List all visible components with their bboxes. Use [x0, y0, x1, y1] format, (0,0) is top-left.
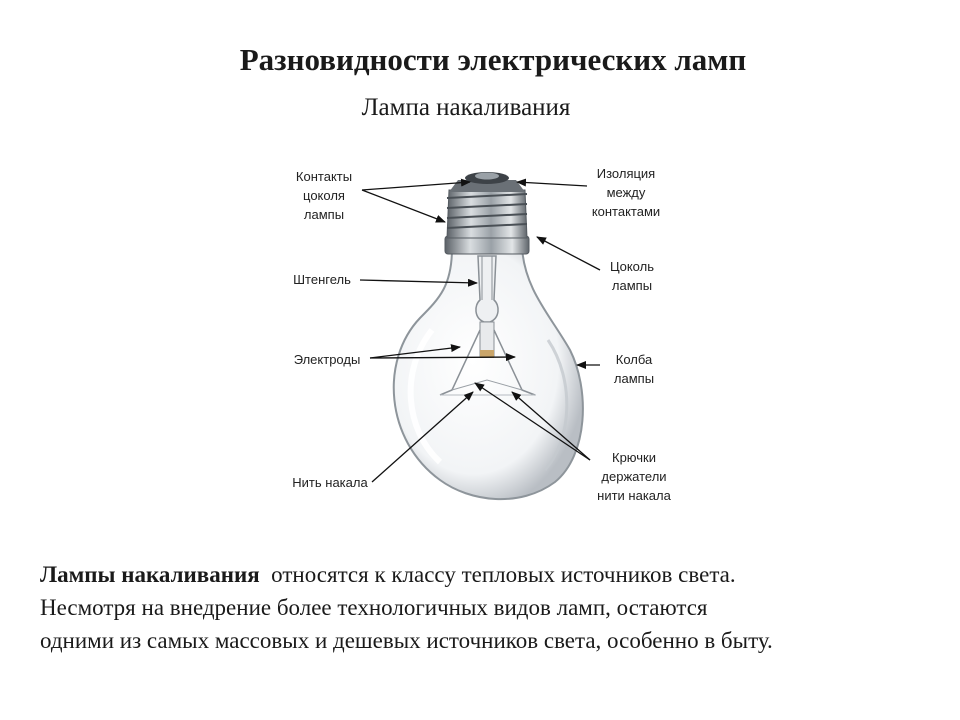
- label-line: Изоляция: [596, 166, 656, 181]
- label-line: цоколя: [303, 188, 345, 203]
- label-stem: [284, 270, 360, 289]
- label-electrodes: [284, 350, 370, 369]
- label-line: держатели: [601, 469, 667, 484]
- description-term: Лампы накаливания: [40, 562, 260, 587]
- label-line: нити накала: [597, 488, 671, 503]
- label-glass-bulb: [598, 350, 670, 388]
- description-line-3: одними из самых массовых и дешевых источников света, особенно в быту.: [40, 628, 773, 653]
- label-line: Электроды: [293, 352, 361, 367]
- screw-base: [445, 172, 529, 254]
- label-filament-hooks: [582, 448, 686, 505]
- page-subtitle: Лампа накаливания: [361, 94, 571, 121]
- label-line: Цоколь: [610, 259, 654, 274]
- label-line: лампы: [613, 371, 655, 386]
- label-contact-insulation: [580, 164, 672, 221]
- description-line-1-rest: относятся к классу тепловых источников света.: [259, 562, 736, 587]
- label-line: Контакты: [295, 169, 353, 184]
- label-line: контактами: [591, 204, 661, 219]
- description-line-1: [40, 558, 940, 591]
- label-line: Крючки: [612, 450, 656, 465]
- label-filament: [282, 473, 378, 492]
- description-text: [40, 558, 940, 657]
- label-line: лампы: [303, 207, 345, 222]
- label-line: между: [606, 185, 646, 200]
- label-line: Нить накала: [292, 475, 368, 490]
- label-line: Колба: [615, 352, 653, 367]
- description-line-2: Несмотря на внедрение более технологичных видов ламп, остаются: [40, 595, 708, 620]
- label-base-contacts: [282, 167, 366, 224]
- page-title: Разновидности электрических ламп: [239, 42, 747, 77]
- label-lamp-base: [594, 257, 670, 295]
- label-line: лампы: [611, 278, 653, 293]
- label-line: Штенгель: [293, 272, 351, 287]
